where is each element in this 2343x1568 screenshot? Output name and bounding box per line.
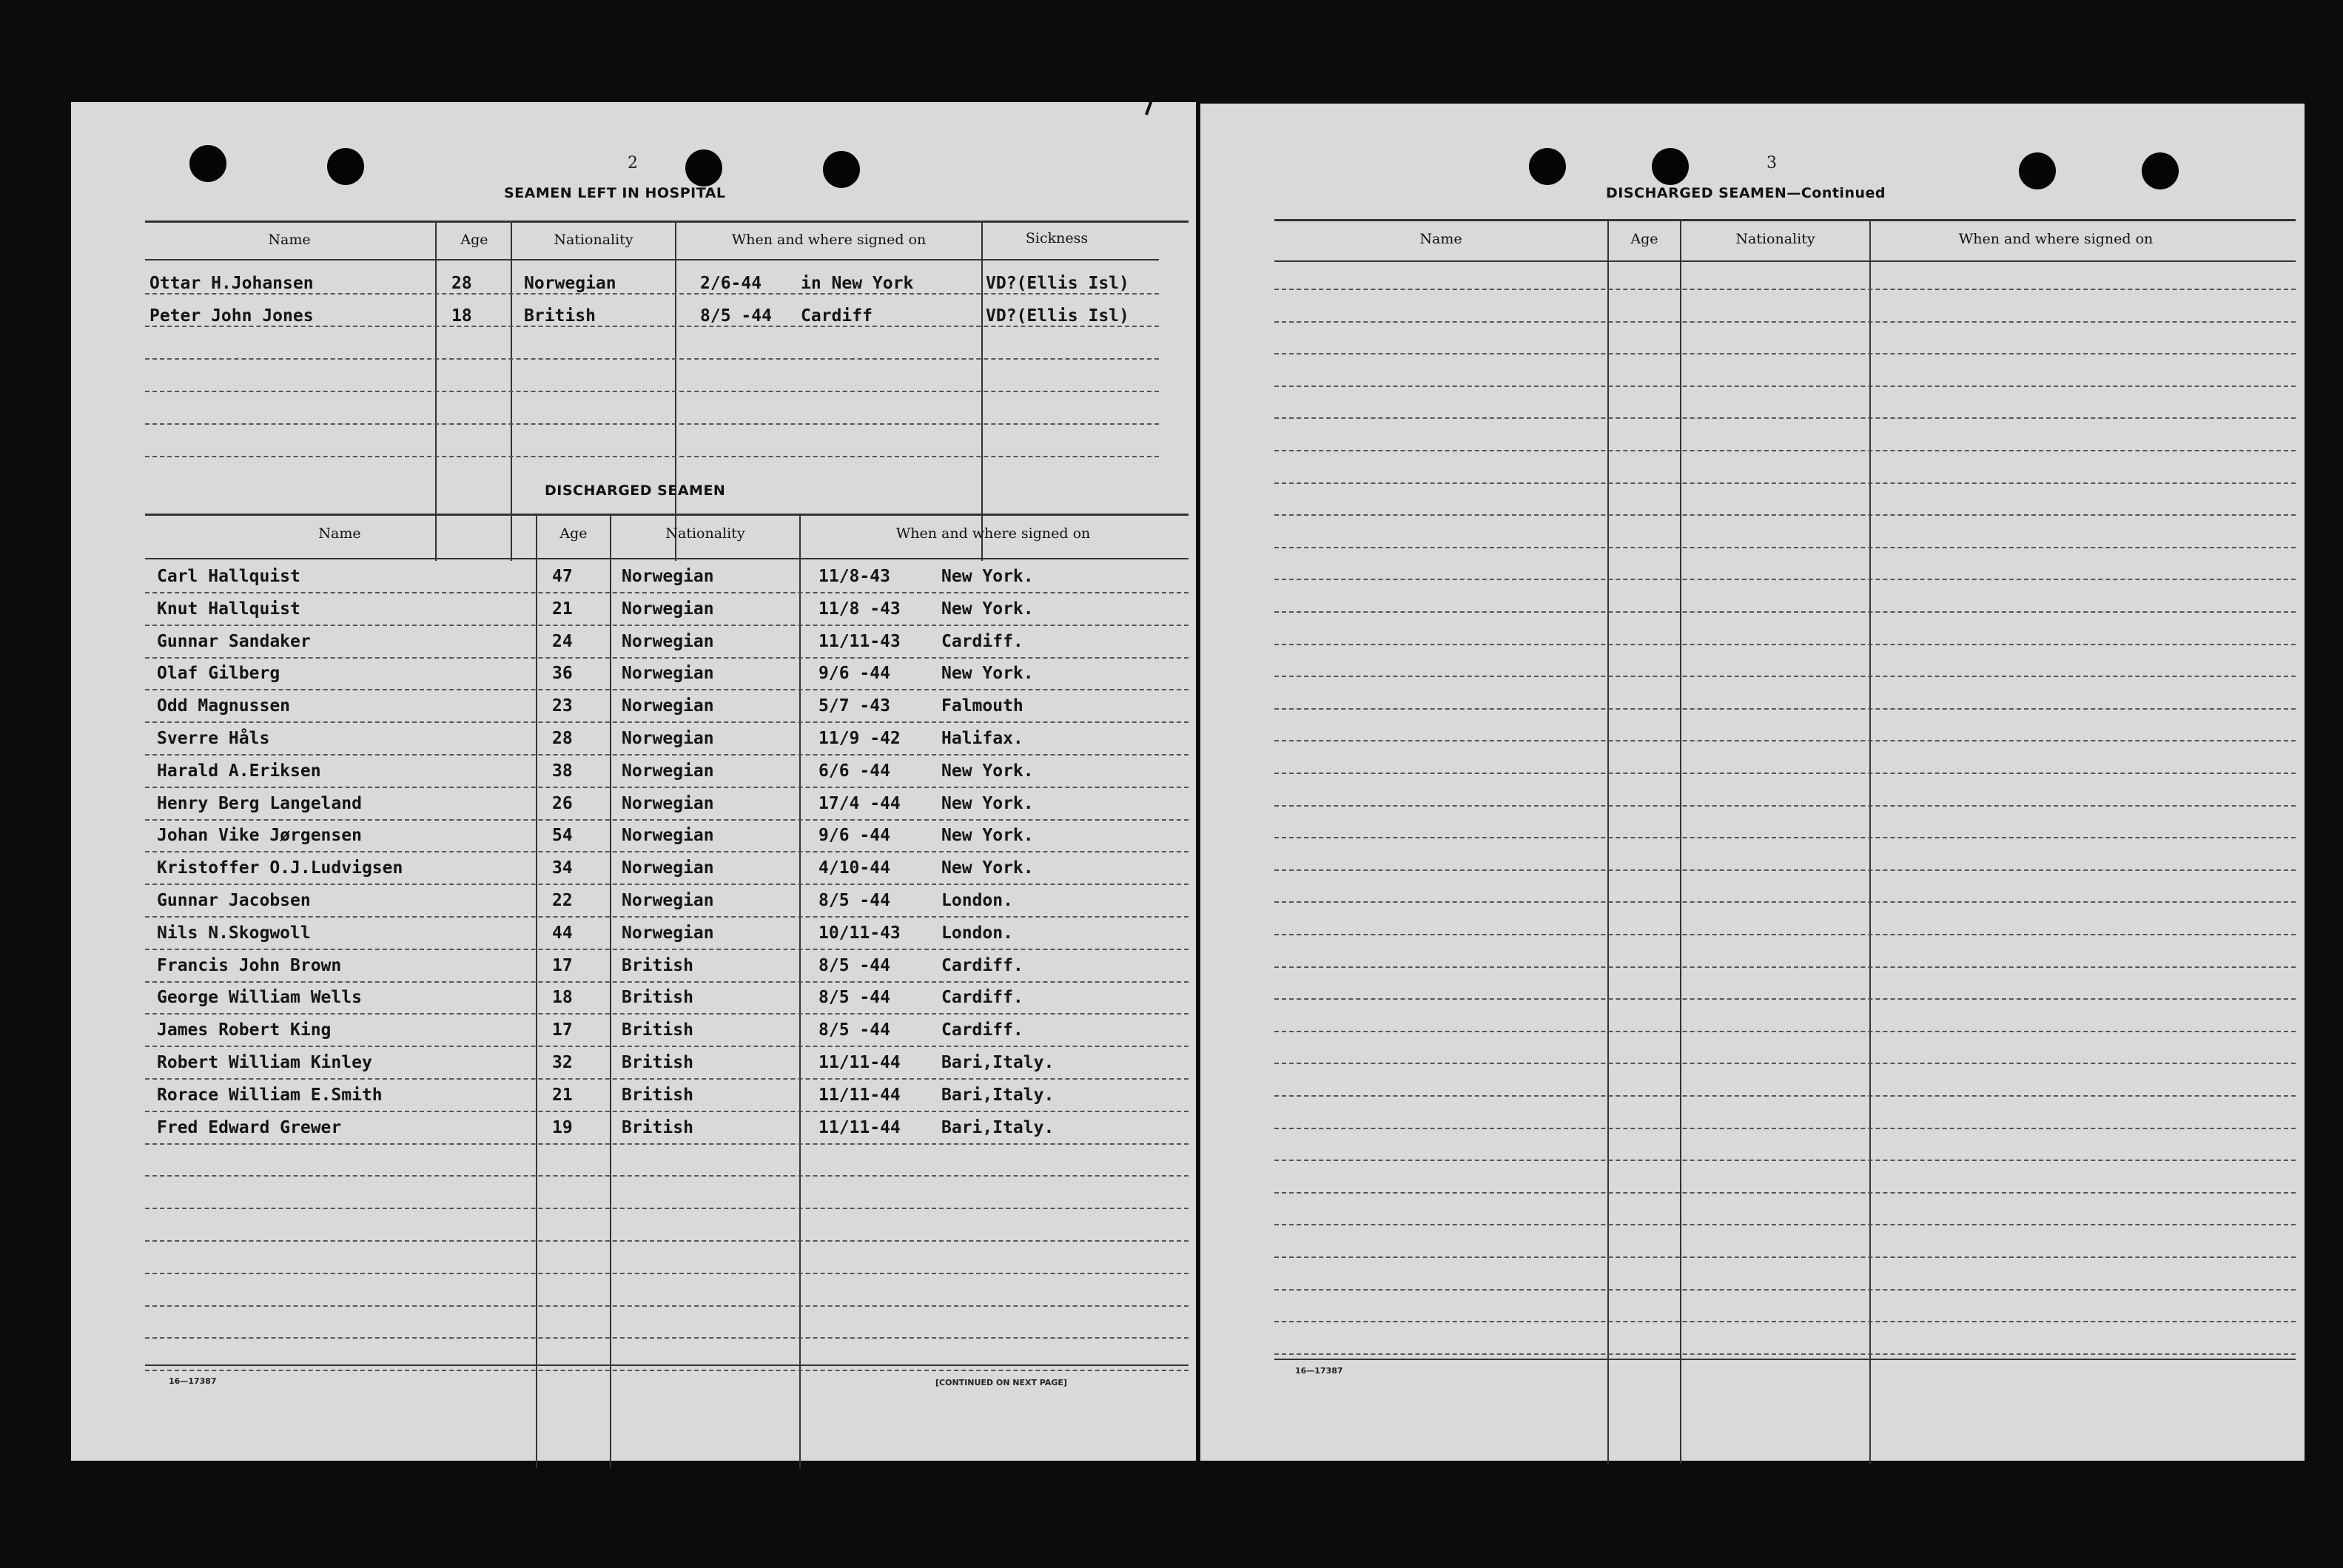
discharged-date-cell: 8/5 -44 xyxy=(818,891,890,910)
discharged-nationality-cell: Norwegian xyxy=(622,891,714,910)
bottom-rule xyxy=(1274,1359,2296,1360)
table-row-line xyxy=(1274,1063,2296,1065)
table-row-line xyxy=(145,1370,1189,1372)
hospital-name-cell: Peter John Jones xyxy=(149,306,314,326)
table-row-line xyxy=(1274,321,2296,323)
discharged-age-cell: 38 xyxy=(552,761,573,781)
continued-header-signed-on: When and where signed on xyxy=(1958,231,2154,247)
table-row-line xyxy=(145,1208,1189,1210)
discharged-name-cell: Sverre Håls xyxy=(157,729,270,748)
table-row-line xyxy=(145,754,1189,756)
discharged-date-cell: 11/9 -42 xyxy=(818,729,901,748)
discharged-name-cell: Francis John Brown xyxy=(157,956,342,975)
table-row-line xyxy=(145,689,1189,691)
hospital-header-signed-on: When and where signed on xyxy=(731,232,927,248)
discharged-nationality-cell: Norwegian xyxy=(622,599,714,619)
column-divider xyxy=(1869,219,1871,1464)
form-number: 16—17387 xyxy=(1295,1366,1343,1376)
hospital-header-sickness: Sickness xyxy=(1025,230,1089,246)
discharged-place-cell: New York. xyxy=(941,664,1034,683)
discharged-date-cell: 4/10-44 xyxy=(818,858,890,878)
discharged-date-cell: 11/11-44 xyxy=(818,1118,901,1137)
discharged-name-cell: Rorace William E.Smith xyxy=(157,1086,383,1105)
discharged-name-cell: Johan Vike Jørgensen xyxy=(157,826,362,845)
discharged-name-cell: Gunnar Jacobsen xyxy=(157,891,311,910)
discharged-nationality-cell: Norwegian xyxy=(622,696,714,716)
table-row-line xyxy=(145,456,1159,458)
table-row-line xyxy=(145,851,1189,853)
discharged-date-cell: 5/7 -43 xyxy=(818,696,890,716)
hospital-nationality-cell: British xyxy=(524,306,596,326)
discharged-place-cell: Bari,Italy. xyxy=(941,1053,1055,1072)
discharged-place-cell: Halifax. xyxy=(941,729,1023,748)
table-row-line xyxy=(145,1013,1189,1015)
discharged-age-cell: 17 xyxy=(552,1020,573,1040)
table-row-line xyxy=(1274,773,2296,775)
table-row-line xyxy=(145,884,1189,886)
table-row-line xyxy=(1274,869,2296,872)
table-row-line xyxy=(1274,611,2296,613)
discharged-age-cell: 32 xyxy=(552,1053,573,1072)
right-page xyxy=(1200,104,2305,1461)
table-row-line xyxy=(1274,1095,2296,1097)
table-row-line xyxy=(1274,1321,2296,1323)
discharged-nationality-cell: Norwegian xyxy=(622,826,714,845)
discharged-date-cell: 8/5 -44 xyxy=(818,988,890,1007)
discharged-place-cell: New York. xyxy=(941,858,1034,878)
discharged-place-cell: Bari,Italy. xyxy=(941,1118,1055,1137)
discharged-nationality-cell: British xyxy=(622,1020,693,1040)
discharged-nationality-cell: Norwegian xyxy=(622,632,714,651)
table-row-line xyxy=(145,358,1159,360)
bottom-rule xyxy=(145,1365,1189,1366)
hospital-place-cell: in New York xyxy=(801,274,914,293)
discharged-header-signed-on: When and where signed on xyxy=(895,525,1091,542)
table-row-line xyxy=(145,1078,1189,1080)
discharged-place-cell: Cardiff. xyxy=(941,1020,1023,1040)
table-row-line xyxy=(145,423,1159,425)
discharged-name-cell: Olaf Gilberg xyxy=(157,664,280,683)
discharged-nationality-cell: Norwegian xyxy=(622,729,714,748)
table-row-line xyxy=(145,787,1189,789)
discharged-place-cell: New York. xyxy=(941,599,1034,619)
discharged-age-cell: 26 xyxy=(552,794,573,813)
discharged-name-cell: Robert William Kinley xyxy=(157,1053,372,1072)
table-row-line xyxy=(1274,514,2296,517)
header-rule xyxy=(145,558,1189,559)
continued-header-age: Age xyxy=(1630,231,1658,247)
discharged-continued-title: DISCHARGED SEAMEN—Continued xyxy=(1606,185,1886,201)
punch-hole xyxy=(2142,152,2179,189)
punch-hole xyxy=(1529,148,1566,185)
discharged-name-cell: Nils N.Skogwoll xyxy=(157,923,311,943)
hospital-age-cell: 18 xyxy=(451,306,472,326)
continued-note: [CONTINUED ON NEXT PAGE] xyxy=(935,1378,1067,1387)
divider xyxy=(145,514,1189,516)
discharged-nationality-cell: British xyxy=(622,988,693,1007)
table-row-line xyxy=(145,949,1189,951)
discharged-place-cell: New York. xyxy=(941,826,1034,845)
discharged-age-cell: 18 xyxy=(552,988,573,1007)
discharged-date-cell: 17/4 -44 xyxy=(818,794,901,813)
table-row-line xyxy=(1274,644,2296,646)
discharged-header-name: Name xyxy=(318,525,361,542)
discharged-place-cell: Bari,Italy. xyxy=(941,1086,1055,1105)
table-row-line xyxy=(145,657,1189,659)
left-page xyxy=(71,102,1196,1461)
discharged-name-cell: Kristoffer O.J.Ludvigsen xyxy=(157,858,403,878)
table-row-line xyxy=(145,1273,1189,1275)
table-row-line xyxy=(1274,998,2296,1000)
punch-hole xyxy=(2019,152,2056,189)
punch-hole xyxy=(189,145,226,182)
discharged-nationality-cell: Norwegian xyxy=(622,664,714,683)
table-row-line xyxy=(145,916,1189,918)
table-row-line xyxy=(145,1305,1189,1308)
discharged-place-cell: London. xyxy=(941,891,1013,910)
punch-hole xyxy=(327,148,364,185)
table-row-line xyxy=(145,1046,1189,1048)
continued-header-nationality: Nationality xyxy=(1735,231,1815,247)
discharged-date-cell: 11/8 -43 xyxy=(818,599,901,619)
table-row-line xyxy=(145,1240,1189,1242)
table-row-line xyxy=(1274,482,2296,485)
discharged-header-nationality: Nationality xyxy=(665,525,745,542)
discharged-name-cell: Harald A.Eriksen xyxy=(157,761,321,781)
divider xyxy=(1274,219,2296,221)
divider xyxy=(145,221,1189,223)
table-row-line xyxy=(1274,708,2296,710)
discharged-date-cell: 6/6 -44 xyxy=(818,761,890,781)
discharged-date-cell: 11/8-43 xyxy=(818,567,890,586)
punch-hole xyxy=(823,151,860,188)
discharged-age-cell: 23 xyxy=(552,696,573,716)
discharged-place-cell: New York. xyxy=(941,794,1034,813)
table-row-line xyxy=(145,293,1159,295)
column-divider xyxy=(1607,219,1609,1464)
hospital-date-cell: 8/5 -44 xyxy=(700,306,772,326)
discharged-date-cell: 9/6 -44 xyxy=(818,664,890,683)
hospital-sickness-cell: VD?(Ellis Isl) xyxy=(986,274,1129,293)
table-row-line xyxy=(145,1111,1189,1113)
table-row-line xyxy=(145,1337,1189,1339)
punch-hole xyxy=(685,149,722,186)
hospital-name-cell: Ottar H.Johansen xyxy=(149,274,314,293)
header-rule xyxy=(145,259,1159,260)
discharged-place-cell: Falmouth xyxy=(941,696,1023,716)
table-row-line xyxy=(1274,676,2296,678)
table-row-line xyxy=(145,721,1189,724)
discharged-place-cell: London. xyxy=(941,923,1013,943)
header-rule xyxy=(1274,260,2296,262)
discharged-name-cell: Fred Edward Grewer xyxy=(157,1118,342,1137)
discharged-nationality-cell: Norwegian xyxy=(622,858,714,878)
table-row-line xyxy=(1274,547,2296,549)
table-row-line xyxy=(1274,1160,2296,1162)
discharged-section-title: DISCHARGED SEAMEN xyxy=(545,482,726,499)
table-row-line xyxy=(1274,1353,2296,1356)
hospital-header-nationality: Nationality xyxy=(554,232,633,248)
discharged-date-cell: 11/11-44 xyxy=(818,1086,901,1105)
discharged-name-cell: Carl Hallquist xyxy=(157,567,300,586)
table-row-line xyxy=(1274,1224,2296,1226)
discharged-name-cell: Odd Magnussen xyxy=(157,696,291,716)
discharged-place-cell: New York. xyxy=(941,761,1034,781)
discharged-date-cell: 9/6 -44 xyxy=(818,826,890,845)
discharged-age-cell: 22 xyxy=(552,891,573,910)
discharged-nationality-cell: Norwegian xyxy=(622,761,714,781)
table-row-line xyxy=(145,391,1159,393)
continued-header-name: Name xyxy=(1419,231,1462,247)
discharged-date-cell: 11/11-44 xyxy=(818,1053,901,1072)
discharged-date-cell: 8/5 -44 xyxy=(818,1020,890,1040)
table-row-line xyxy=(1274,1031,2296,1033)
table-row-line xyxy=(1274,805,2296,807)
discharged-name-cell: Gunnar Sandaker xyxy=(157,632,311,651)
discharged-age-cell: 21 xyxy=(552,599,573,619)
discharged-place-cell: Cardiff. xyxy=(941,988,1023,1007)
table-row-line xyxy=(1274,289,2296,291)
table-row-line xyxy=(1274,740,2296,742)
hospital-age-cell: 28 xyxy=(451,274,472,293)
table-row-line xyxy=(145,326,1159,328)
table-row-line xyxy=(1274,417,2296,420)
page-number: 3 xyxy=(1767,154,1777,172)
table-row-line xyxy=(1274,837,2296,839)
discharged-nationality-cell: Norwegian xyxy=(622,923,714,943)
table-row-line xyxy=(145,1175,1189,1177)
discharged-date-cell: 11/11-43 xyxy=(818,632,901,651)
column-divider xyxy=(1680,219,1681,1464)
table-row-line xyxy=(145,625,1189,627)
table-row-line xyxy=(1274,450,2296,452)
discharged-name-cell: George William Wells xyxy=(157,988,362,1007)
discharged-nationality-cell: British xyxy=(622,956,693,975)
hospital-header-age: Age xyxy=(460,232,488,248)
page-number: 2 xyxy=(628,154,638,172)
punch-hole xyxy=(1652,148,1689,185)
table-row-line xyxy=(1274,1128,2296,1130)
discharged-date-cell: 8/5 -44 xyxy=(818,956,890,975)
table-row-line xyxy=(145,981,1189,983)
discharged-age-cell: 47 xyxy=(552,567,573,586)
discharged-place-cell: Cardiff. xyxy=(941,956,1023,975)
table-row-line xyxy=(145,592,1189,594)
discharged-name-cell: Henry Berg Langeland xyxy=(157,794,362,813)
discharged-nationality-cell: British xyxy=(622,1118,693,1137)
discharged-age-cell: 17 xyxy=(552,956,573,975)
table-row-line xyxy=(1274,966,2296,969)
hospital-section-title: SEAMEN LEFT IN HOSPITAL xyxy=(504,185,726,201)
discharged-name-cell: James Robert King xyxy=(157,1020,332,1040)
table-row-line xyxy=(1274,579,2296,581)
table-row-line xyxy=(1274,934,2296,936)
discharged-date-cell: 10/11-43 xyxy=(818,923,901,943)
hospital-date-cell: 2/6-44 xyxy=(700,274,762,293)
hospital-nationality-cell: Norwegian xyxy=(524,274,616,293)
form-number: 16—17387 xyxy=(169,1376,217,1386)
discharged-place-cell: Cardiff. xyxy=(941,632,1023,651)
hospital-place-cell: Cardiff xyxy=(801,306,873,326)
discharged-age-cell: 44 xyxy=(552,923,573,943)
table-row-line xyxy=(1274,1192,2296,1194)
discharged-place-cell: New York. xyxy=(941,567,1034,586)
discharged-nationality-cell: Norwegian xyxy=(622,567,714,586)
discharged-age-cell: 24 xyxy=(552,632,573,651)
discharged-age-cell: 21 xyxy=(552,1086,573,1105)
discharged-nationality-cell: British xyxy=(622,1086,693,1105)
discharged-age-cell: 28 xyxy=(552,729,573,748)
table-row-line xyxy=(1274,1256,2296,1259)
table-row-line xyxy=(1274,353,2296,355)
table-row-line xyxy=(1274,1289,2296,1291)
hospital-header-name: Name xyxy=(268,232,311,248)
hospital-sickness-cell: VD?(Ellis Isl) xyxy=(986,306,1129,326)
discharged-nationality-cell: British xyxy=(622,1053,693,1072)
table-row-line xyxy=(1274,386,2296,388)
table-row-line xyxy=(1274,901,2296,904)
discharged-age-cell: 54 xyxy=(552,826,573,845)
discharged-age-cell: 36 xyxy=(552,664,573,683)
discharged-age-cell: 19 xyxy=(552,1118,573,1137)
discharged-nationality-cell: Norwegian xyxy=(622,794,714,813)
discharged-header-age: Age xyxy=(559,525,588,542)
discharged-name-cell: Knut Hallquist xyxy=(157,599,300,619)
table-row-line xyxy=(145,819,1189,821)
table-row-line xyxy=(145,1143,1189,1145)
discharged-age-cell: 34 xyxy=(552,858,573,878)
